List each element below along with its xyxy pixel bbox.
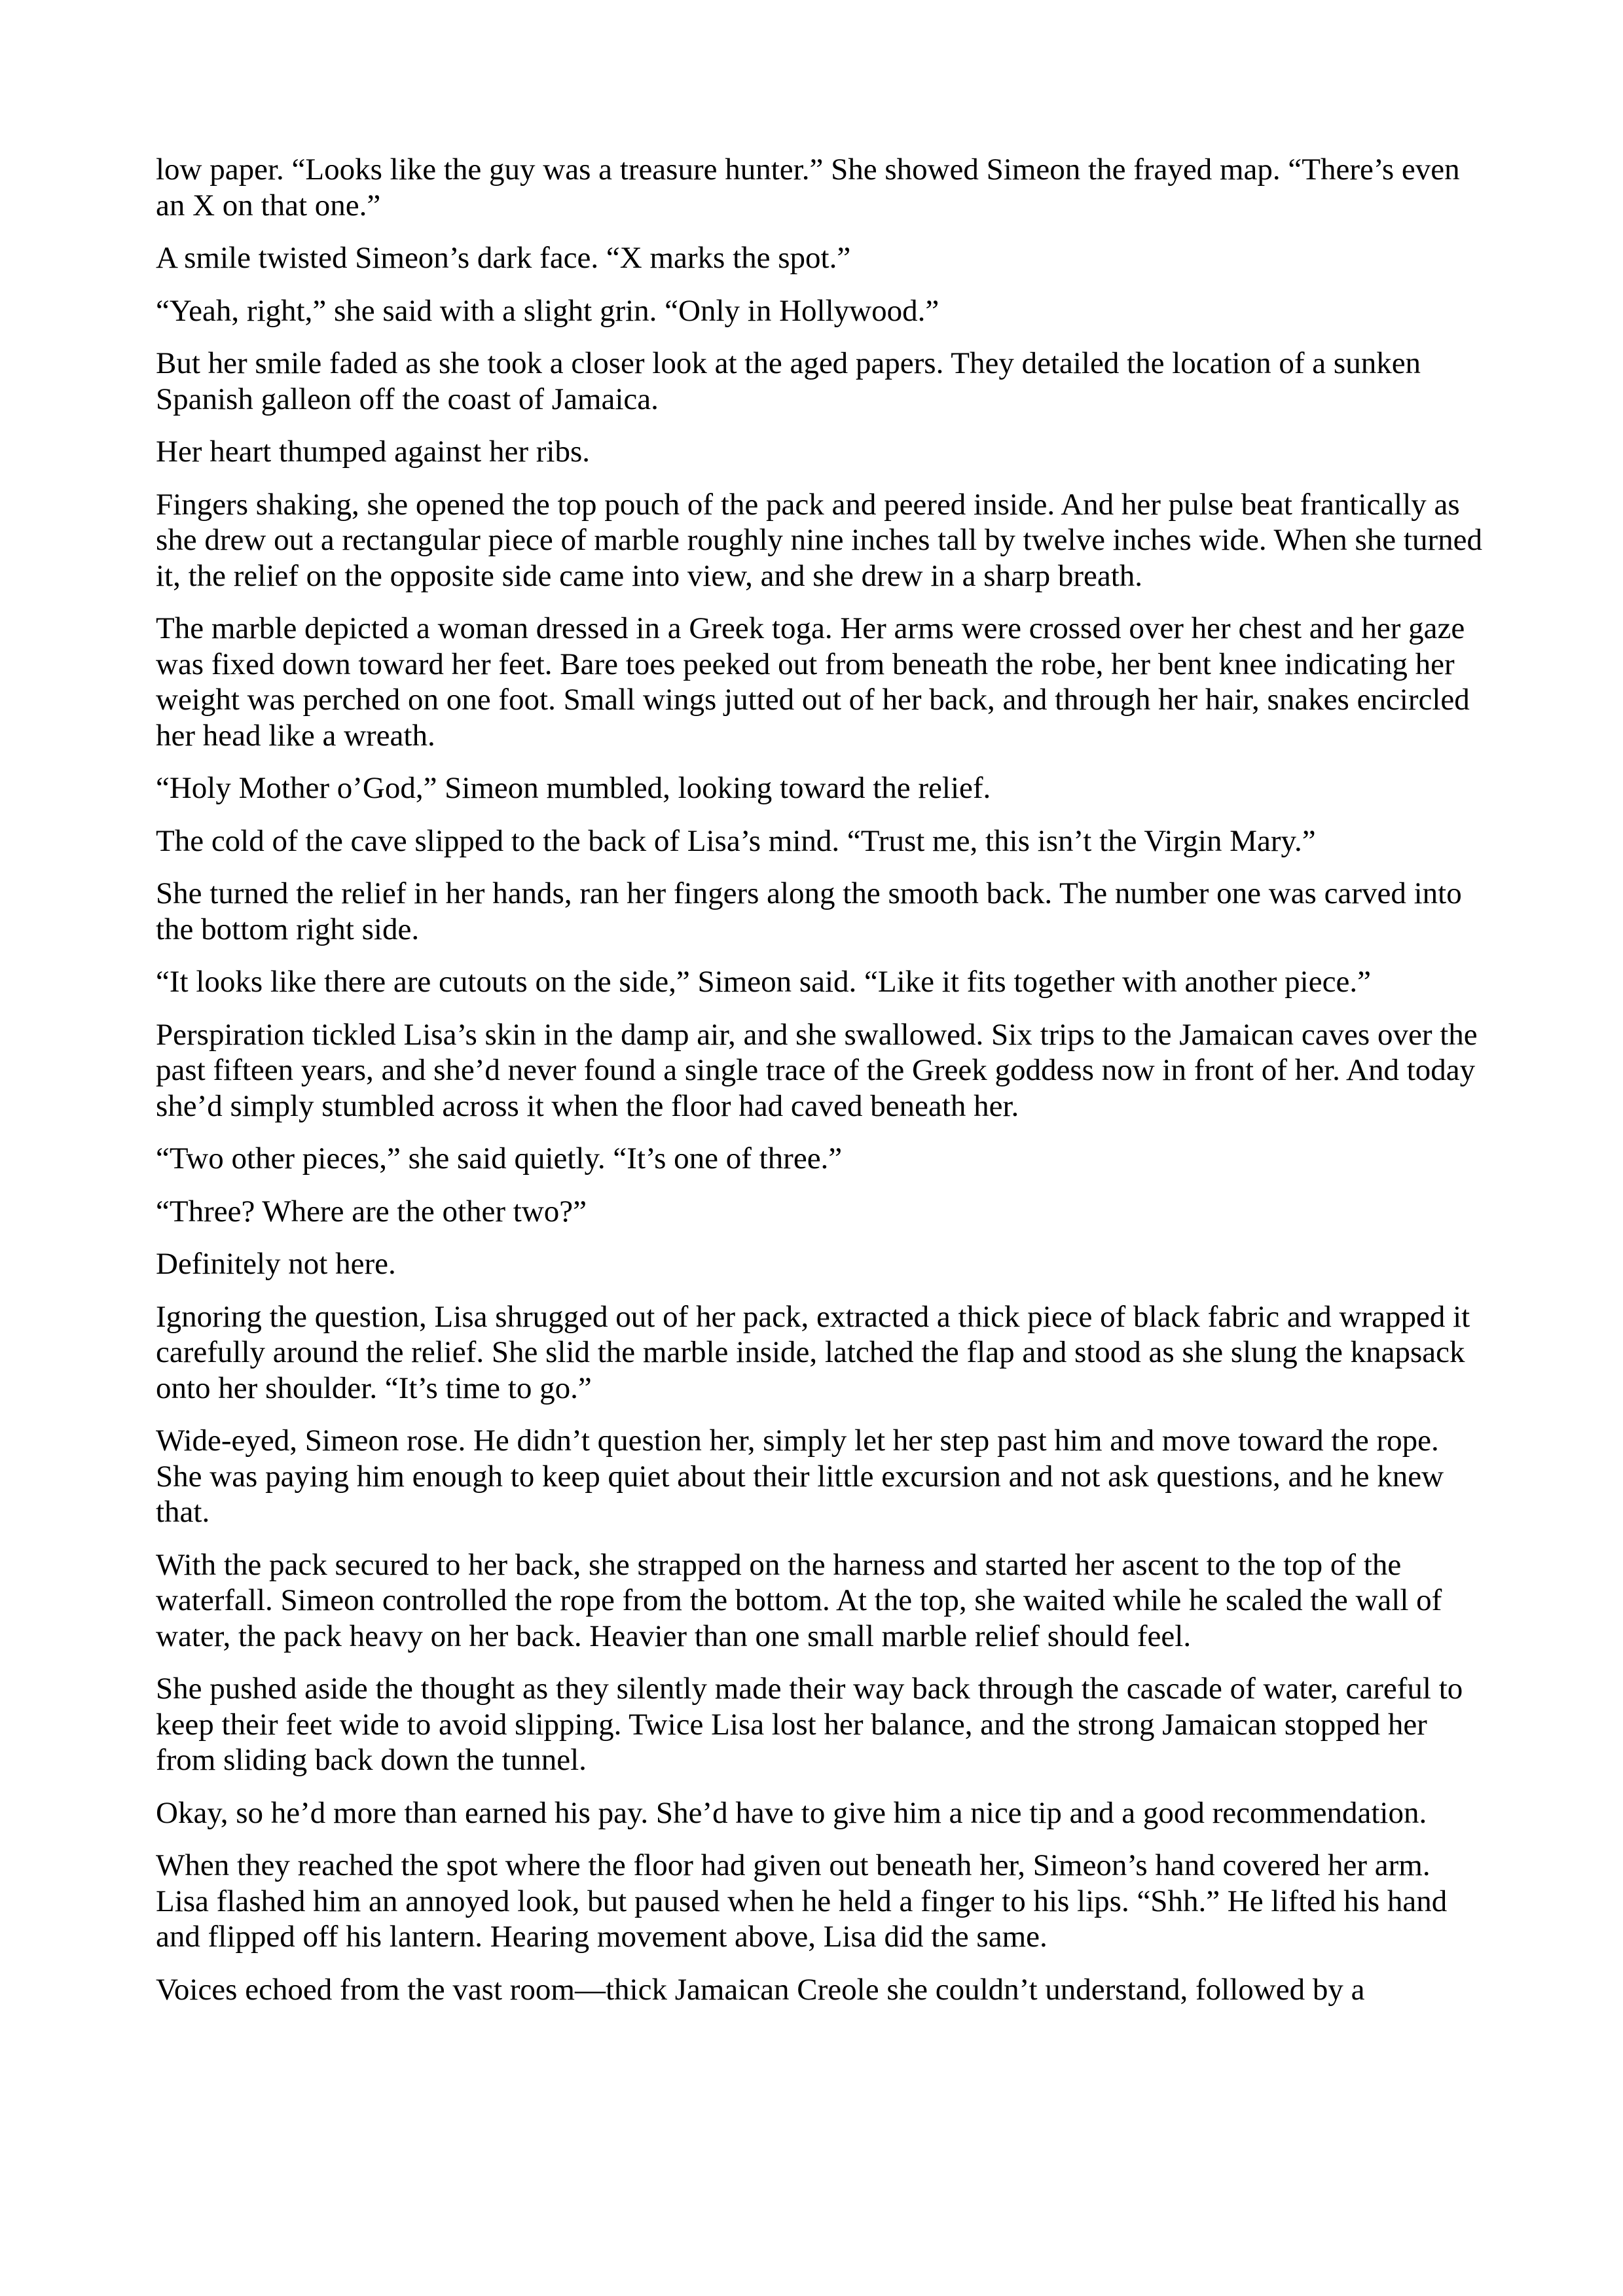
paragraph: The marble depicted a woman dressed in a Greek toga. Her arms were crossed over her chest and her gaze was fixed down toward her feet. Bare toes peeked out from beneath the robe, her bent knee indicating her weight was perched on one foot. Small wings jutted out of her back, and through her hair, snakes encircled her head like a wreath. xyxy=(156,611,1470,753)
paragraph: But her smile faded as she took a closer look at the aged papers. They detailed the location of a sunken Spanish galleon off the coast of Jamaica. xyxy=(156,346,1421,416)
paragraph: With the pack secured to her back, she strapped on the harness and started her ascent to the top of the waterfall. Simeon controlled the rope from the bottom. At the top, she waited while he scaled the wall of water, the pack heavy on her back. Heavier than one small marble relief should feel. xyxy=(156,1547,1442,1653)
paragraph: “Holy Mother o’God,” Simeon mumbled, looking toward the relief. xyxy=(156,771,991,805)
paragraph: The cold of the cave slipped to the back of Lisa’s mind. “Trust me, this isn’t the Virgin Mary.” xyxy=(156,823,1316,858)
body-text xyxy=(156,152,1485,2024)
paragraph: “It looks like there are cutouts on the side,” Simeon said. “Like it fits together with another piece.” xyxy=(156,965,1371,999)
paragraph: “Yeah, right,” she said with a slight grin. “Only in Hollywood.” xyxy=(156,293,939,328)
paragraph: “Two other pieces,” she said quietly. “It’s one of three.” xyxy=(156,1141,843,1175)
paragraph: “Three? Where are the other two?” xyxy=(156,1194,587,1229)
paragraph: Perspiration tickled Lisa’s skin in the damp air, and she swallowed. Six trips to the Jamaican caves over the past fifteen years, and she’d never found a single trace of the Greek goddess now in front of her. And today she’d simply stumbled across it when the floor had caved beneath her. xyxy=(156,1017,1478,1123)
paragraph: She turned the relief in her hands, ran her fingers along the smooth back. The number one was carved into the bottom right side. xyxy=(156,876,1462,946)
paragraph: Ignoring the question, Lisa shrugged out of her pack, extracted a thick piece of black fabric and wrapped it carefully around the relief. She slid the marble inside, latched the flap and stood as she slung the knapsack onto her shoulder. “It’s time to go.” xyxy=(156,1299,1470,1405)
paragraph: low paper. “Looks like the guy was a treasure hunter.” She showed Simeon the frayed map. “There’s even an X on that one.” xyxy=(156,152,1460,223)
paragraph: A smile twisted Simeon’s dark face. “X marks the spot.” xyxy=(156,241,851,275)
paragraph: She pushed aside the thought as they silently made their way back through the cascade of water, careful to keep their feet wide to avoid slipping. Twice Lisa lost her balance, and the strong Jamaican stopped her from sliding back down the tunnel. xyxy=(156,1672,1463,1777)
paragraph: Wide-eyed, Simeon rose. He didn’t question her, simply let her step past him and move toward the rope. She was paying him enough to keep quiet about their little excursion and not ask questions, and he knew that. xyxy=(156,1424,1444,1529)
paragraph: Voices echoed from the vast room—thick Jamaican Creole she couldn’t understand, followed by a xyxy=(156,1972,1365,2007)
paragraph: Definitely not here. xyxy=(156,1247,396,1281)
paragraph: Fingers shaking, she opened the top pouch of the pack and peered inside. And her pulse beat frantically as she drew out a rectangular piece of marble roughly nine inches tall by twelve inches wide. When she turned it, the relief on the opposite side came into view, and she drew in a sharp breath. xyxy=(156,487,1482,593)
paragraph: Her heart thumped against her ribs. xyxy=(156,435,591,469)
paragraph: When they reached the spot where the floor had given out beneath her, Simeon’s hand covered her arm. Lisa flashed him an annoyed look, but paused when he held a finger to his lips. “Shh.” He lifted his hand and flipped off his lantern. Hearing movement above, Lisa did the same. xyxy=(156,1848,1448,1954)
paragraph: Okay, so he’d more than earned his pay. She’d have to give him a nice tip and a good recommendation. xyxy=(156,1795,1427,1830)
